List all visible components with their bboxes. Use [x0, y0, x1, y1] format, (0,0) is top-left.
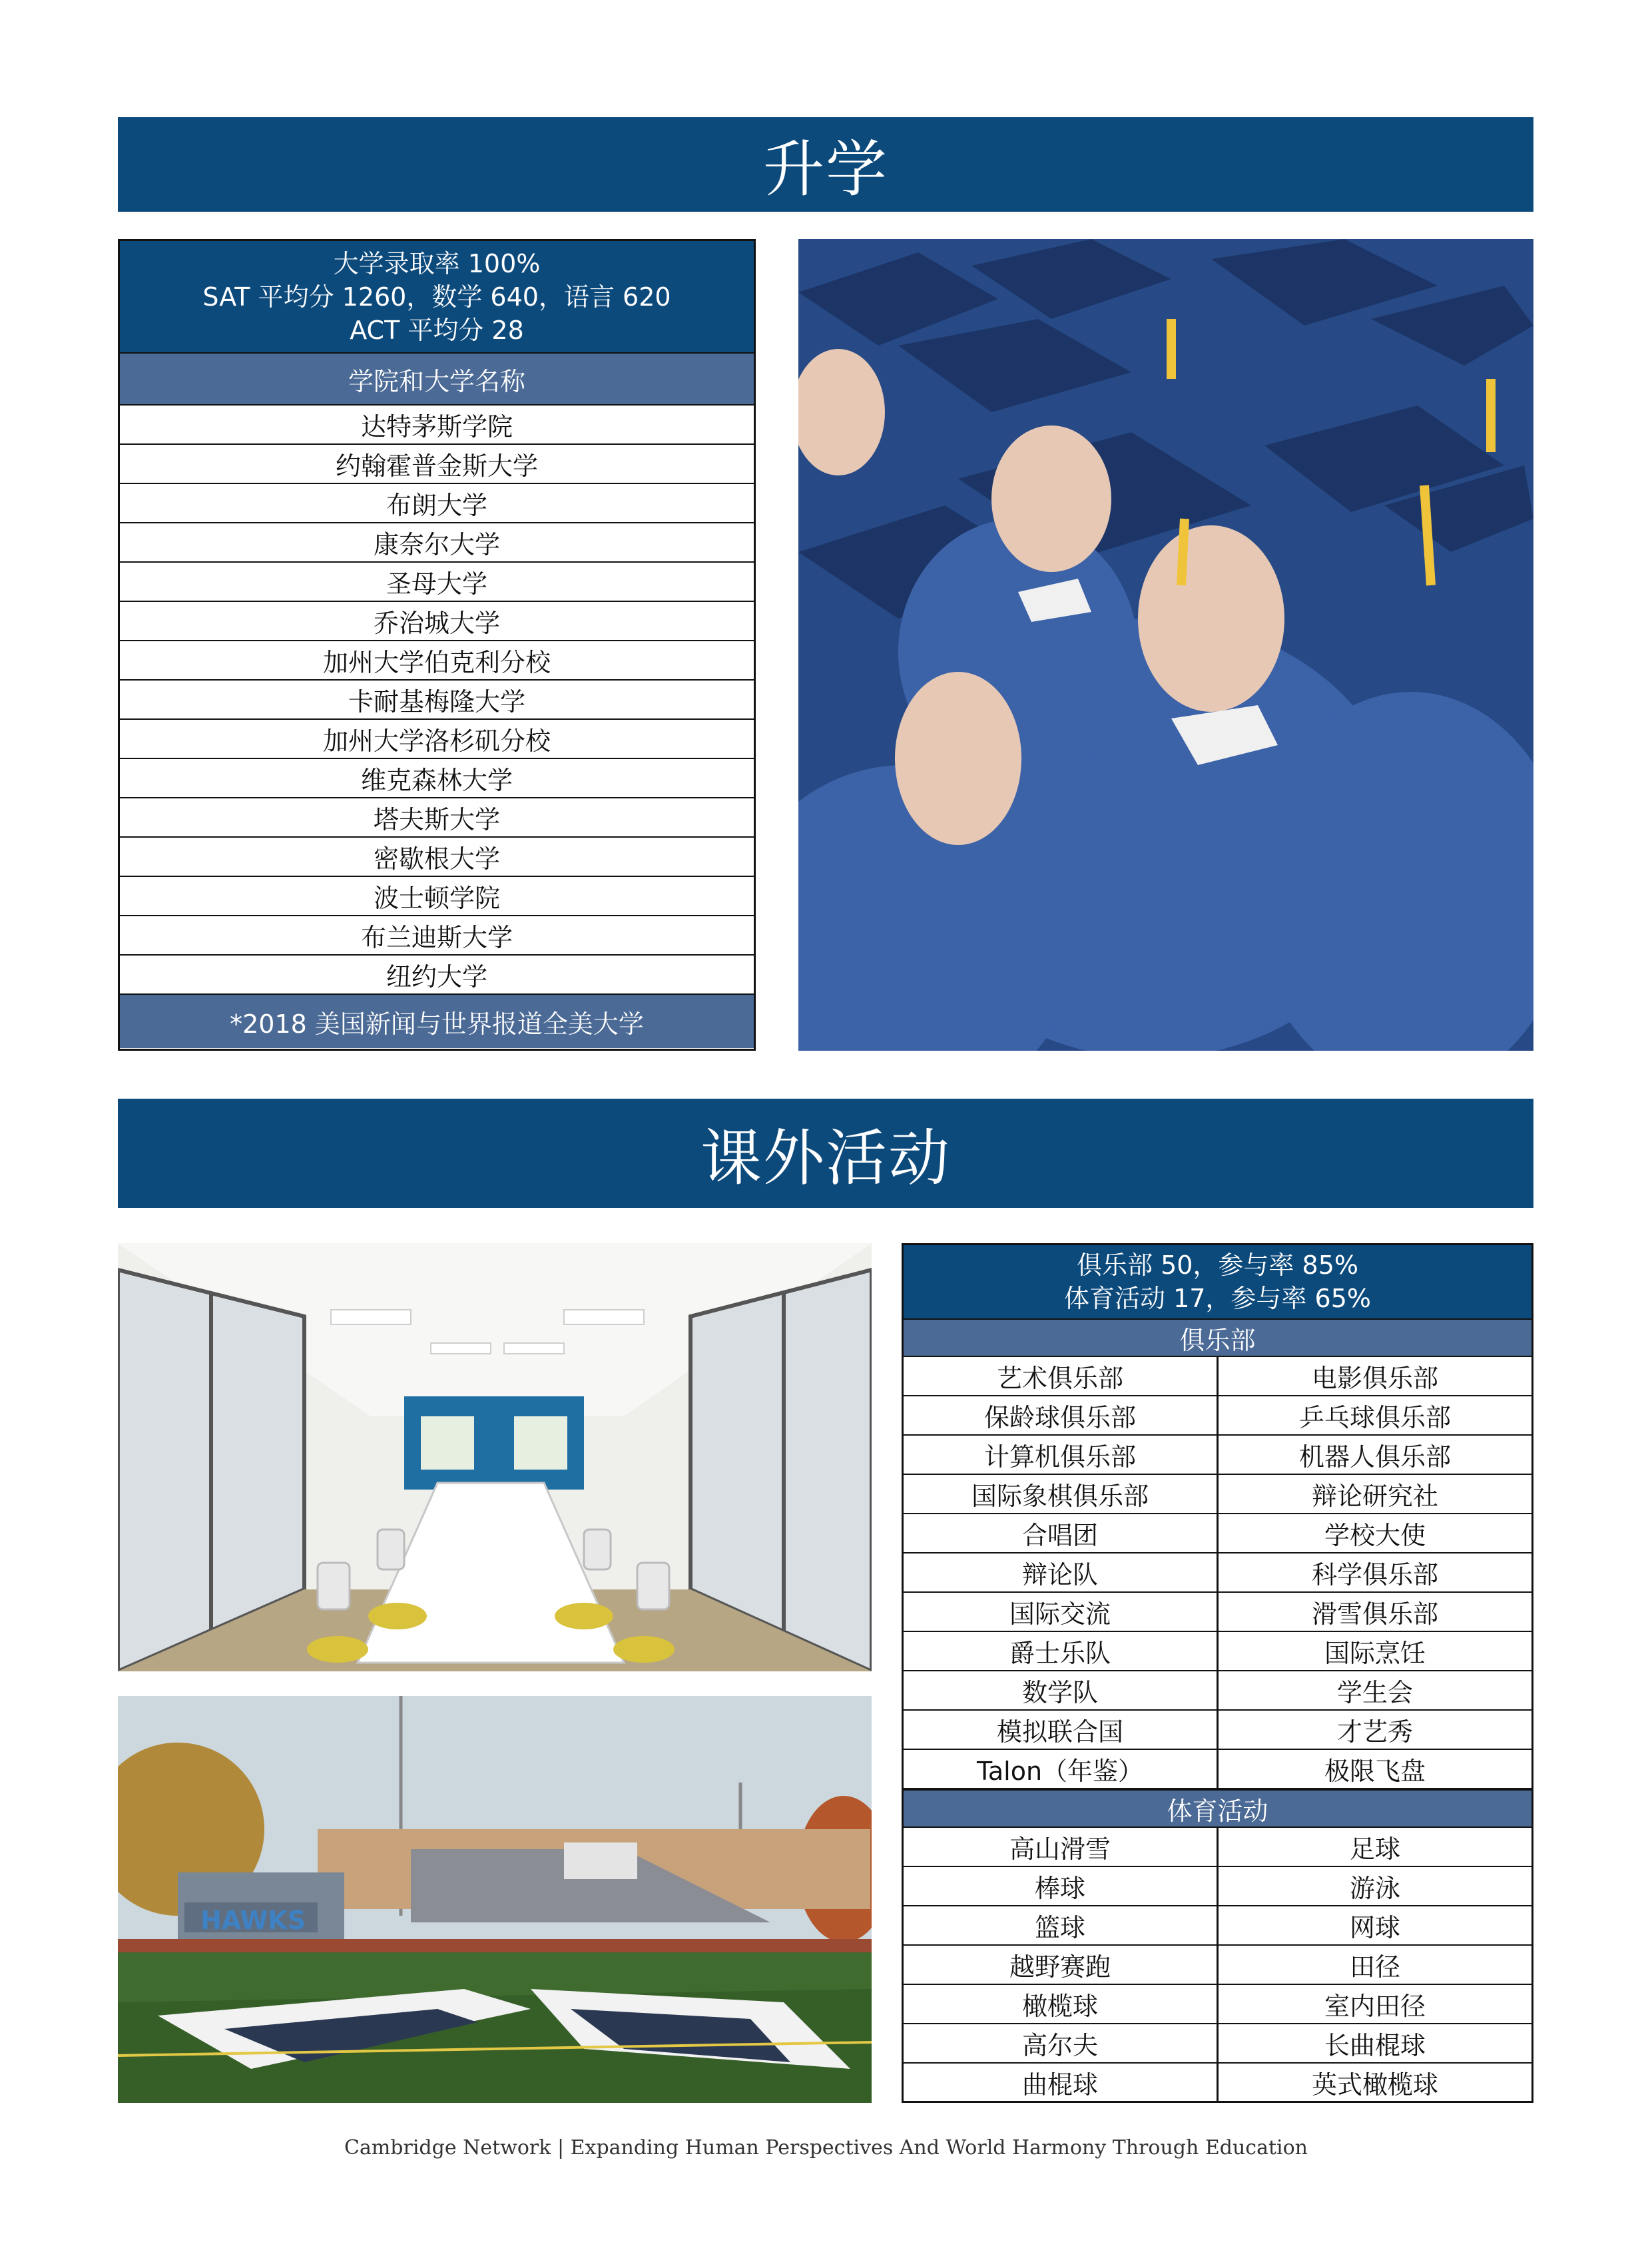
admissions-banner [118, 117, 1533, 212]
club-item: 保龄球俱乐部 [904, 1396, 1219, 1434]
hawks-sign: HAWKS [200, 1906, 306, 1935]
university-footnote: *2018 美国新闻与世界报道全美大学 [120, 995, 754, 1048]
admissions-title: 升学 [762, 134, 888, 205]
football-field-photo [118, 1696, 872, 2103]
club-item: 学生会 [1336, 1678, 1413, 1707]
sport-item: 曲棍球 [904, 2064, 1219, 2102]
graduation-photo [798, 239, 1533, 1051]
university-row: 布朗大学 [120, 484, 754, 523]
university-row: 卡耐基梅隆大学 [120, 681, 754, 720]
stat-sat: SAT 平均分 1260，数学 640，语言 620 [202, 282, 671, 312]
sport-row [904, 1828, 1531, 1867]
club-item: 科学俱乐部 [1311, 1560, 1438, 1589]
stat-acceptance: 大学录取率 100% [333, 248, 541, 278]
sport-item: 网球 [1349, 1913, 1400, 1942]
university-row: 密歇根大学 [120, 838, 754, 877]
university-row: 维克森林大学 [120, 759, 754, 798]
university-row: 达特茅斯学院 [120, 406, 754, 445]
university-row: 加州大学伯克利分校 [120, 641, 754, 681]
club-item: 乒乓球俱乐部 [1298, 1403, 1451, 1432]
club-row [904, 1593, 1531, 1632]
club-row [904, 1553, 1531, 1593]
club-row [904, 1357, 1531, 1396]
sport-item: 田径 [1349, 1952, 1400, 1982]
sport-row [904, 1985, 1531, 2024]
club-row [904, 1436, 1531, 1475]
university-row: 圣母大学 [120, 563, 754, 602]
sport-item: 游泳 [1349, 1874, 1400, 1903]
activities-title: 课外活动 [700, 1123, 951, 1194]
club-item: 艺术俱乐部 [904, 1357, 1219, 1395]
club-row [904, 1632, 1531, 1671]
sport-row [904, 1867, 1531, 1906]
club-item: 模拟联合国 [904, 1711, 1219, 1749]
club-row [904, 1514, 1531, 1553]
club-row [904, 1475, 1531, 1514]
club-item: 合唱团 [904, 1514, 1219, 1552]
club-item: 极限飞盘 [1324, 1757, 1426, 1786]
university-row: 波士顿学院 [120, 877, 754, 916]
university-table [118, 239, 756, 1051]
club-item: 国际交流 [904, 1593, 1219, 1631]
sport-row [904, 1946, 1531, 1985]
sport-item: 英式橄榄球 [1311, 2070, 1438, 2100]
page-footer: Cambridge Network | Expanding Human Perspectives And World Harmony Through Education [344, 2136, 1308, 2159]
stat-clubs: 俱乐部 50，参与率 85% [1077, 1251, 1358, 1280]
sports-header: 体育活动 [904, 1789, 1531, 1828]
club-row [904, 1671, 1531, 1711]
sport-item: 棒球 [904, 1867, 1219, 1905]
club-item: 辩论队 [904, 1553, 1219, 1591]
club-item: 国际象棋俱乐部 [904, 1475, 1219, 1513]
activities-banner [118, 1099, 1533, 1208]
university-row: 纽约大学 [120, 956, 754, 995]
club-item: 滑雪俱乐部 [1311, 1599, 1438, 1629]
sport-item: 高尔夫 [904, 2024, 1219, 2062]
university-row: 加州大学洛杉矶分校 [120, 720, 754, 759]
sport-item: 越野赛跑 [904, 1946, 1219, 1984]
stat-act: ACT 平均分 28 [350, 315, 524, 345]
sport-item: 橄榄球 [904, 1985, 1219, 2023]
club-item: 学校大使 [1324, 1521, 1426, 1550]
sport-item: 篮球 [904, 1906, 1219, 1944]
club-item: 才艺秀 [1336, 1717, 1413, 1747]
sport-row [904, 2064, 1531, 2103]
club-item: 机器人俱乐部 [1298, 1442, 1451, 1472]
university-list-header: 学院和大学名称 [120, 352, 754, 406]
activities-table [902, 1243, 1533, 2103]
sport-row [904, 1906, 1531, 1946]
sport-item: 足球 [1349, 1834, 1400, 1864]
club-item: 爵士乐队 [904, 1632, 1219, 1670]
admissions-stats [120, 241, 754, 352]
club-item: 计算机俱乐部 [904, 1436, 1219, 1474]
university-row: 塔夫斯大学 [120, 798, 754, 838]
club-row [904, 1750, 1531, 1789]
university-row: 乔治城大学 [120, 602, 754, 641]
sport-row [904, 2024, 1531, 2064]
club-row [904, 1396, 1531, 1436]
club-item: 电影俱乐部 [1311, 1364, 1438, 1393]
sport-item: 高山滑雪 [904, 1828, 1219, 1866]
university-row: 布兰迪斯大学 [120, 916, 754, 956]
sport-item: 长曲棍球 [1324, 2031, 1426, 2060]
club-row [904, 1711, 1531, 1750]
stat-sports: 体育活动 17，参与率 65% [1064, 1284, 1371, 1313]
activities-stats [904, 1245, 1531, 1318]
university-row: 康奈尔大学 [120, 523, 754, 563]
sport-item: 室内田径 [1324, 1992, 1426, 2021]
clubs-header: 俱乐部 [904, 1318, 1531, 1357]
club-item: 国际烹饪 [1324, 1639, 1426, 1668]
university-row: 约翰霍普金斯大学 [120, 445, 754, 484]
conference-room-photo [118, 1243, 872, 1671]
club-item: Talon（年鉴） [904, 1750, 1219, 1788]
club-item: 辩论研究社 [1311, 1482, 1438, 1511]
club-item: 数学队 [904, 1671, 1219, 1709]
